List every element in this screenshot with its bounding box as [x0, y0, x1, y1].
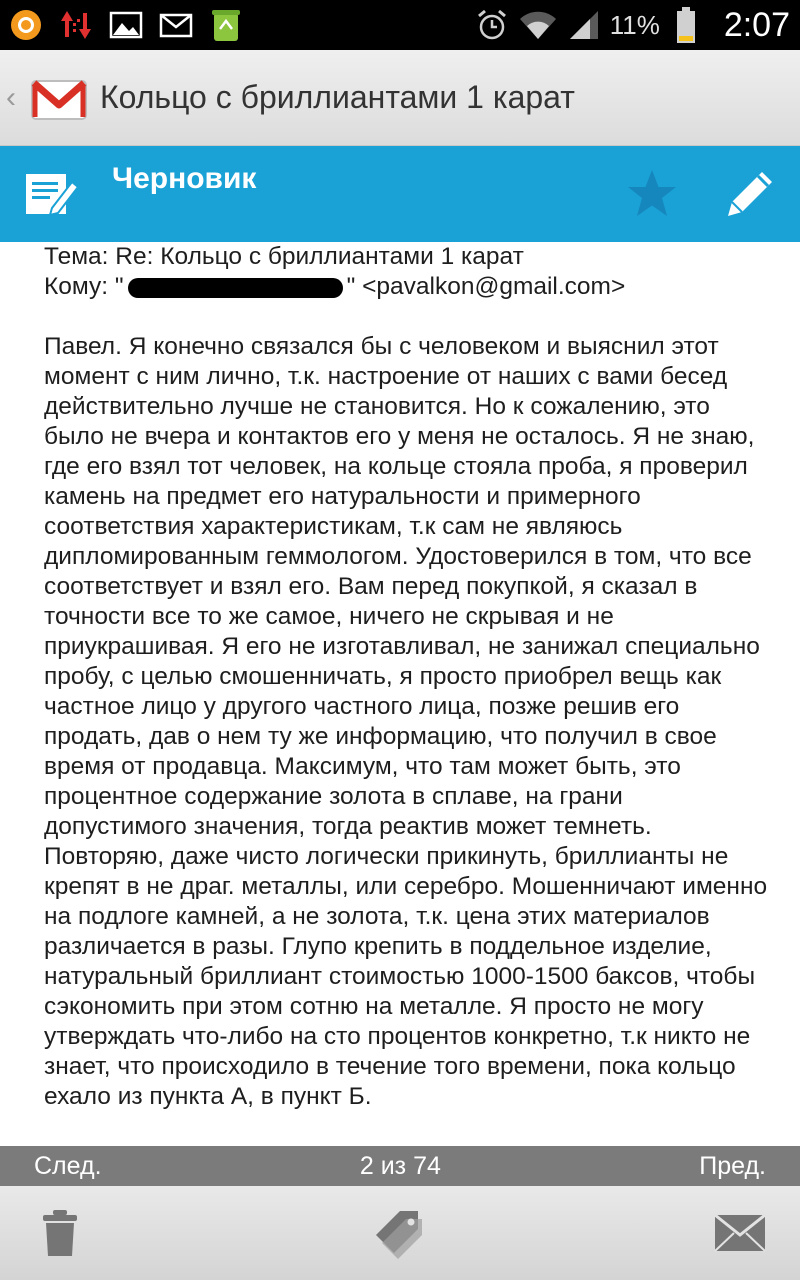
alarm-icon [472, 5, 512, 45]
battery-percent: 11% [609, 9, 660, 40]
trash-icon[interactable] [30, 1203, 90, 1263]
clock: 2:07 [723, 5, 790, 44]
next-button[interactable]: След. [34, 1151, 102, 1180]
edit-pencil-icon[interactable] [720, 164, 780, 224]
mark-read-icon[interactable] [710, 1203, 770, 1263]
message-content [0, 242, 800, 1146]
page-title: Кольцо с бриллиантами 1 карат [100, 79, 575, 115]
status-bar-notifications [0, 0, 256, 50]
recipient-line [44, 272, 768, 302]
app-title-bar [0, 50, 800, 146]
status-bar [0, 0, 800, 50]
recycle-app-icon [206, 5, 246, 45]
recipient-prefix: Кому: " [44, 273, 124, 300]
signal-arrows-icon [56, 5, 96, 45]
star-icon[interactable] [624, 166, 680, 222]
label-icon[interactable] [370, 1203, 430, 1263]
battery-icon [666, 5, 706, 45]
redacted-name [128, 278, 343, 298]
back-chevron-icon[interactable]: ‹ [6, 80, 16, 114]
orange-app-icon [6, 5, 46, 45]
message-navigation-bar [0, 1146, 800, 1186]
status-bar-system [466, 0, 800, 50]
draft-title: Черновик [112, 162, 257, 195]
subject-line: Тема: Re: Кольцо с бриллиантами 1 карат [44, 243, 524, 270]
message-position: 2 из 74 [359, 1151, 441, 1180]
gallery-icon [106, 5, 146, 45]
message-action-bar [0, 146, 800, 242]
previous-button[interactable]: Пред. [699, 1151, 766, 1180]
email-notification-icon [156, 5, 196, 45]
wifi-icon [518, 5, 558, 45]
compose-icon[interactable] [22, 164, 82, 224]
cell-signal-icon [564, 5, 604, 45]
message-body: Павел. Я конечно связался бы с человеком и выяснил этот момент с ним лично, т.к. настроение от наших с вами бесед действительно лучше не становится. Но к сожалению, это было не вчера и контактов его у меня не осталось. Я не знаю, где его взял тот человек, на кольце стояла проба, я проверил камень на предмет его натуральности и примерного соответствия характеристикам, т.к сам не являюсь дипломированным геммологом. Удостоверился в том, что все соответствует и взял его. Вам перед покупкой, я сказал в точности все то же самое, ничего не скрывая и не приукрашивая. Я его не изготавливал, не занижал специально пробу, с целью смошенничать, я просто приобрел вещь как частное лицо у другого частного лица, позже решив его продать, дав о нем ту же информацию, что получил в свое время от продавца. Максимум, что там может быть, это процентное содержание золота в сплаве, на грани допустимого значения, тогда реактив может темнеть. Повторяю, даже чисто логически прикинуть, бриллианты не крепят в не драг. металлы, или серебро. Мошенничают именно на подлоге камней, а не золота, т.к. цена этих материалов различается в разы. Глупо крепить в поддельное изделие, натуральный бриллиант стоимостью 1000-1500 баксов, чтобы сэкономить при этом сотню на металле. Я просто не могу утверждать что-либо на сто процентов конкретно, т.к никто не знает, что происходило в течение того времени, пока кольцо ехало из пункта А, в пункт Б. [44, 333, 768, 1110]
recipient-address: " <pavalkon@gmail.com> [346, 273, 626, 300]
gmail-logo-icon[interactable] [28, 67, 90, 129]
bottom-toolbar [0, 1186, 800, 1280]
